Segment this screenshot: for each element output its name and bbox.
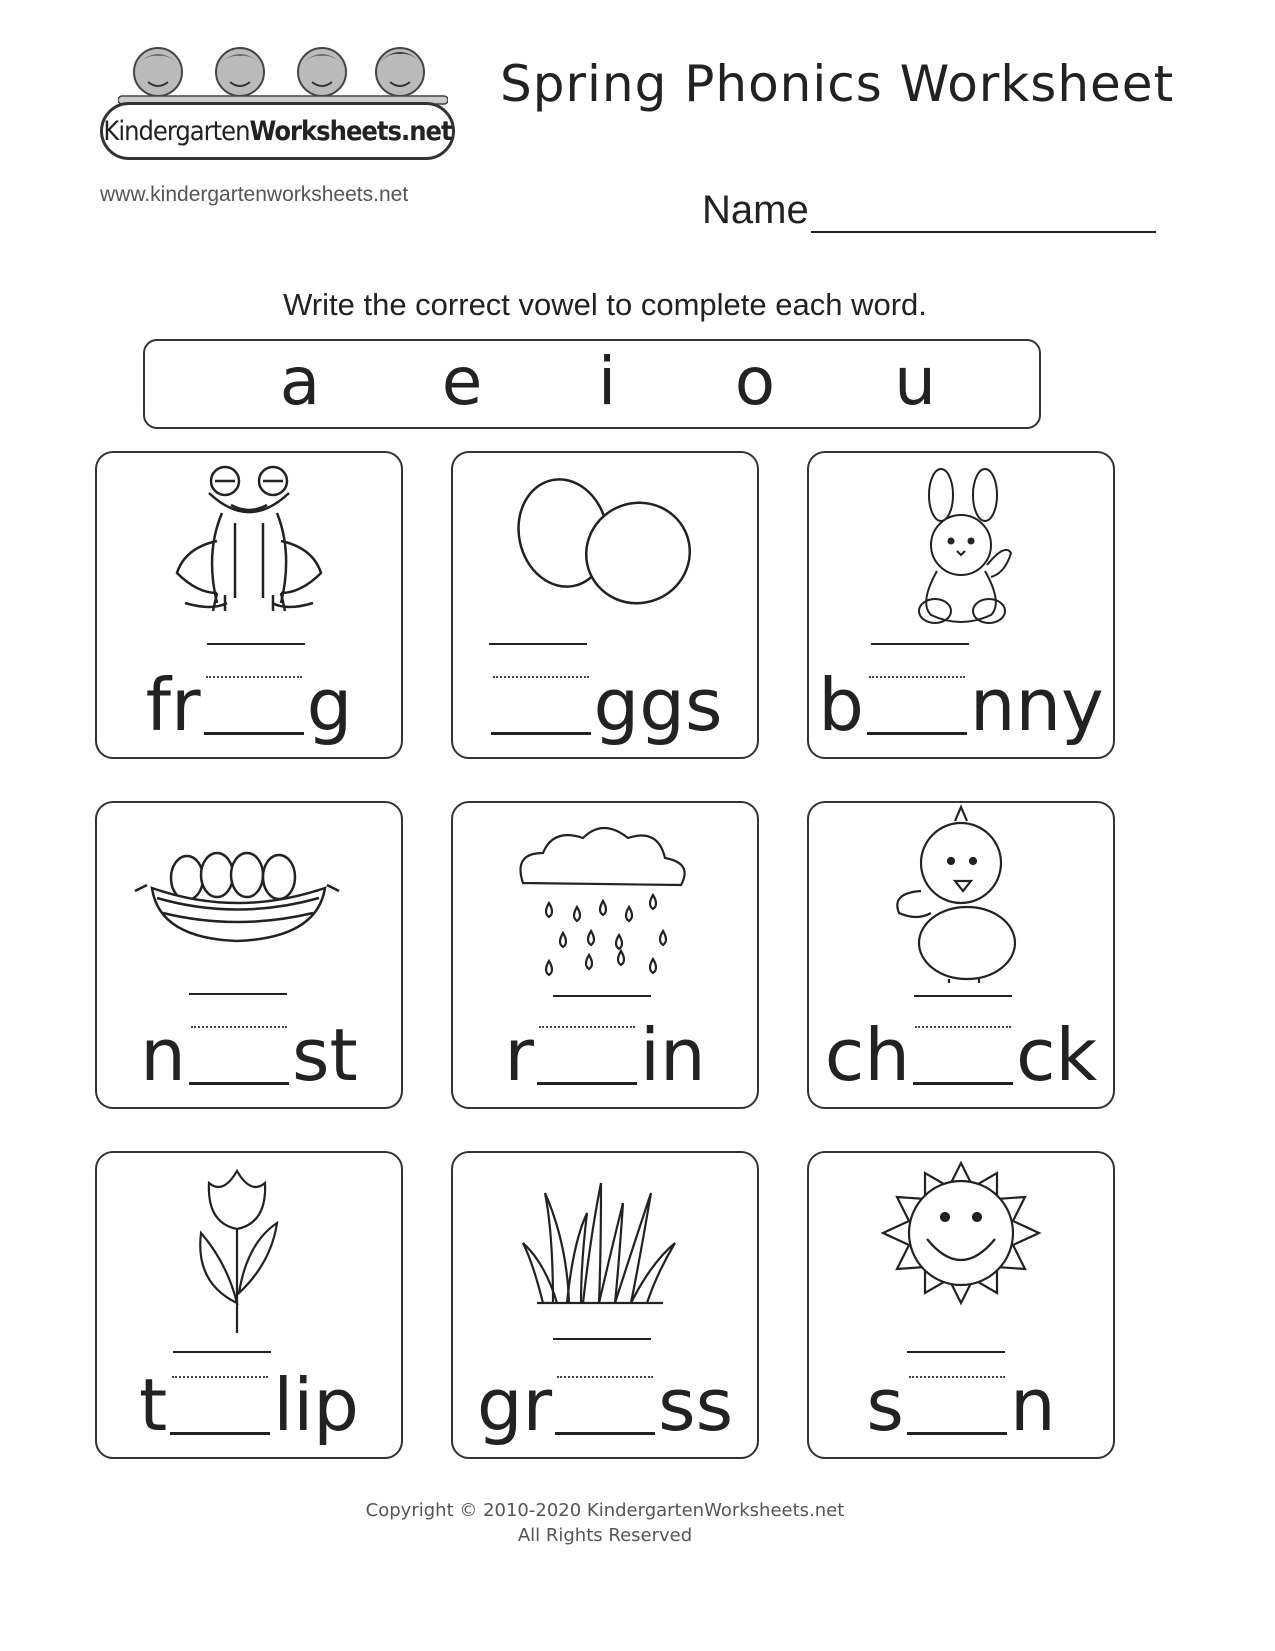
logo-prefix: Kindergarten xyxy=(103,115,250,147)
word-eggs xyxy=(453,665,757,745)
word-start: fr xyxy=(145,663,201,747)
logo-badge xyxy=(100,102,455,160)
name-write-line[interactable] xyxy=(811,195,1156,233)
answer-top-line xyxy=(553,1338,651,1340)
word-end: g xyxy=(306,663,353,747)
kids-faces-icon xyxy=(118,40,448,110)
word-start: t xyxy=(139,1363,168,1447)
rights-text: All Rights Reserved xyxy=(517,1525,693,1546)
word-end: ggs xyxy=(593,663,723,747)
chick-icon xyxy=(809,803,1112,983)
vowel-blank[interactable] xyxy=(907,1372,1007,1435)
copyright-footer xyxy=(0,1498,1210,1548)
word-chick xyxy=(809,1015,1113,1095)
vowel-bank xyxy=(143,339,1041,429)
vowel-e: e xyxy=(441,343,483,420)
word-card-nest xyxy=(95,801,403,1109)
name-field xyxy=(702,188,1156,233)
word-card-rain xyxy=(451,801,759,1109)
site-url: www.kindergartenworksheets.net xyxy=(100,183,409,206)
word-end: n xyxy=(1009,1363,1056,1447)
page-title: Spring Phonics Worksheet xyxy=(500,55,1175,113)
eggs-icon xyxy=(453,453,756,633)
vowel-blank[interactable] xyxy=(867,672,967,735)
rain-cloud-icon xyxy=(453,803,756,983)
copyright-text: Copyright © 2010-2020 KindergartenWorksheets.net xyxy=(365,1500,845,1521)
word-end: in xyxy=(639,1013,706,1097)
vowel-o: o xyxy=(734,343,776,420)
vowel-blank[interactable] xyxy=(537,1022,637,1085)
grass-icon xyxy=(453,1153,756,1333)
word-start: n xyxy=(140,1013,186,1097)
answer-top-line xyxy=(553,995,651,997)
nest-icon xyxy=(97,803,400,983)
sun-icon xyxy=(809,1153,1112,1333)
instruction-text: Write the correct vowel to complete each word. xyxy=(283,287,927,322)
word-card-sun xyxy=(807,1151,1115,1459)
word-rain xyxy=(453,1015,757,1095)
vowel-blank[interactable] xyxy=(491,672,591,735)
answer-top-line xyxy=(907,1351,1005,1353)
word-end: nny xyxy=(969,663,1104,747)
word-end: ck xyxy=(1015,1013,1098,1097)
vowel-blank[interactable] xyxy=(189,1022,289,1085)
vowel-blank[interactable] xyxy=(204,672,304,735)
word-start: b xyxy=(818,663,864,747)
word-card-chick xyxy=(807,801,1115,1109)
word-card-grass xyxy=(451,1151,759,1459)
word-end: st xyxy=(291,1013,358,1097)
vowel-blank[interactable] xyxy=(913,1022,1013,1085)
word-nest xyxy=(97,1015,401,1095)
bunny-icon xyxy=(809,453,1112,633)
word-frog xyxy=(97,665,401,745)
answer-top-line xyxy=(871,643,969,645)
word-start: ch xyxy=(824,1013,910,1097)
vowel-a: a xyxy=(279,343,321,420)
vowel-blank[interactable] xyxy=(555,1372,655,1435)
word-card-bunny xyxy=(807,451,1115,759)
name-label: Name xyxy=(702,188,809,232)
logo-suffix: Worksheets.net xyxy=(249,115,452,147)
word-start: r xyxy=(504,1013,534,1097)
word-bunny xyxy=(809,665,1113,745)
tulip-icon xyxy=(97,1153,400,1333)
word-card-frog xyxy=(95,451,403,759)
answer-top-line xyxy=(914,995,1012,997)
word-start: s xyxy=(866,1363,904,1447)
word-tulip xyxy=(97,1365,401,1445)
answer-top-line xyxy=(489,643,587,645)
vowel-i: i xyxy=(597,343,617,420)
word-card-tulip xyxy=(95,1151,403,1459)
site-logo xyxy=(100,40,460,210)
word-start: gr xyxy=(476,1363,553,1447)
word-end: ss xyxy=(658,1363,734,1447)
word-end: lip xyxy=(273,1363,359,1447)
word-sun xyxy=(809,1365,1113,1445)
answer-top-line xyxy=(173,1351,271,1353)
word-grass xyxy=(453,1365,757,1445)
vowel-blank[interactable] xyxy=(170,1372,270,1435)
answer-top-line xyxy=(207,643,305,645)
frog-icon xyxy=(97,453,400,633)
word-card-eggs xyxy=(451,451,759,759)
vowel-u: u xyxy=(894,343,936,420)
answer-top-line xyxy=(189,993,287,995)
